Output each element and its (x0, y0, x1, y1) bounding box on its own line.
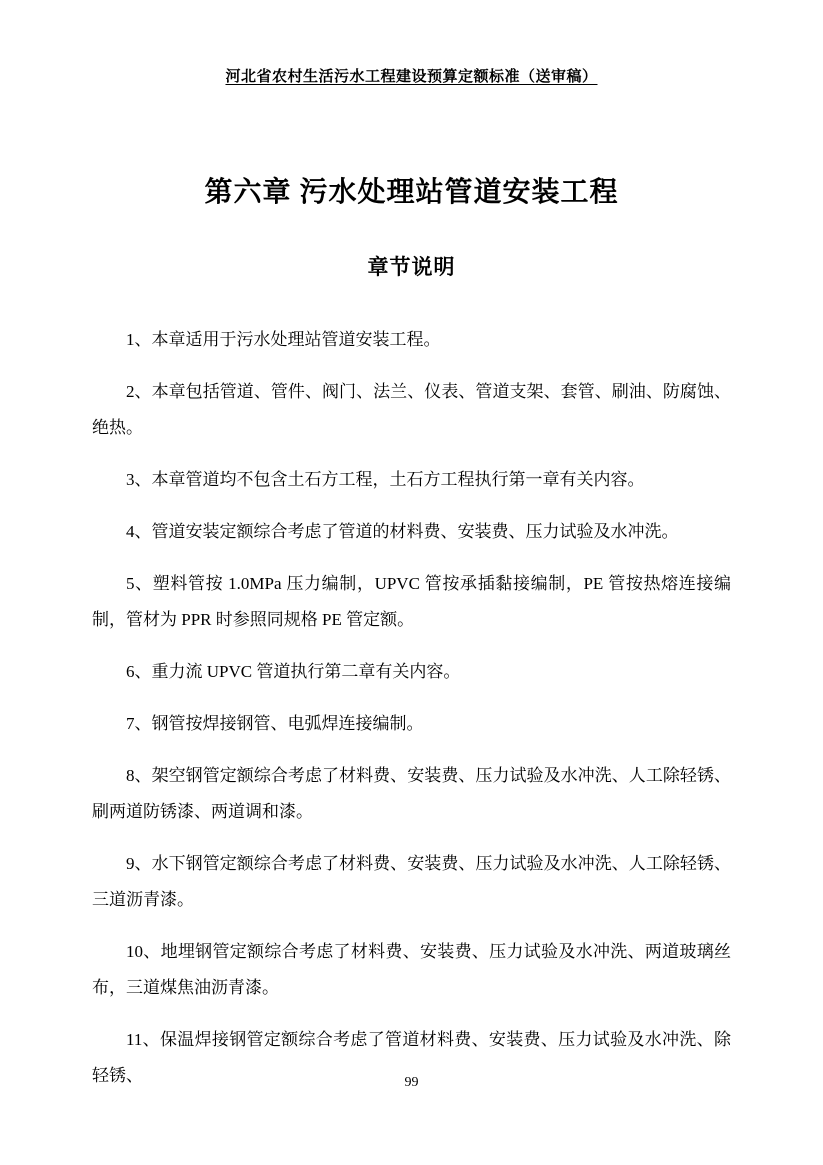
header-title: 河北省农村生活污水工程建设预算定额标准（送审稿） (225, 69, 598, 85)
body-text (0, 322, 823, 1094)
chapter-title: 第六章 污水处理站管道安装工程 (204, 177, 619, 208)
paragraph-11: 11、保温焊接钢管定额综合考虑了管道材料费、安装费、压力试验及水冲洗、除轻锈、 (92, 1030, 731, 1085)
paragraph-9: 9、水下钢管定额综合考虑了材料费、安装费、压力试验及水冲洗、人工除轻锈、三道沥青漆。 (92, 854, 731, 909)
paragraph-8: 8、架空钢管定额综合考虑了材料费、安装费、压力试验及水冲洗、人工除轻锈、刷两道防锈漆、两道调和漆。 (92, 766, 731, 821)
paragraph-10: 10、地埋钢管定额综合考虑了材料费、安装费、压力试验及水冲洗、两道玻璃丝布，三道煤焦油沥青漆。 (92, 942, 731, 997)
page-number: 99 (404, 1075, 419, 1090)
paragraph-2: 2、本章包括管道、管件、阀门、法兰、仪表、管道支架、套管、刷油、防腐蚀、绝热。 (92, 382, 731, 437)
paragraph-1: 1、本章适用于污水处理站管道安装工程。 (126, 330, 441, 349)
paragraph-5: 5、塑料管按 1.0MPa 压力编制，UPVC 管按承插黏接编制，PE 管按热熔连接编制，管材为 PPR 时参照同规格 PE 管定额。 (92, 574, 731, 629)
section-title: 章节说明 (367, 256, 456, 279)
page-header (0, 0, 823, 88)
paragraph-4: 4、管道安装定额综合考虑了管道的材料费、安装费、压力试验及水冲洗。 (126, 522, 679, 541)
paragraph-7: 7、钢管按焊接钢管、电弧焊连接编制。 (126, 714, 424, 733)
paragraph-6: 6、重力流 UPVC 管道执行第二章有关内容。 (126, 662, 461, 681)
paragraph-3: 3、本章管道均不包含土石方工程，土石方工程执行第一章有关内容。 (126, 470, 645, 489)
